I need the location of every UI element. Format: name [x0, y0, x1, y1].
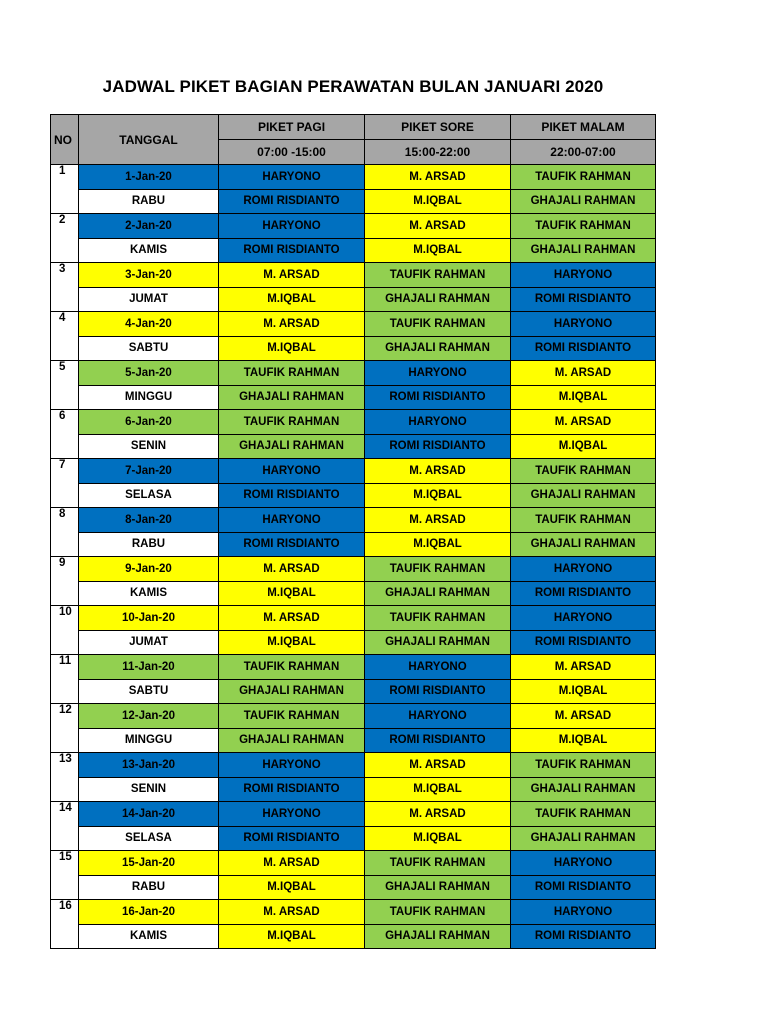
header-no: NO — [51, 115, 79, 165]
shift-malam: M.IQBAL — [511, 679, 656, 704]
shift-pagi: HARYONO — [219, 802, 365, 827]
table-row — [51, 189, 656, 214]
shift-sore: M. ARSAD — [365, 753, 511, 778]
shift-malam: TAUFIK RAHMAN — [511, 508, 656, 533]
shift-pagi: M. ARSAD — [219, 900, 365, 925]
shift-malam: ROMI RISDIANTO — [511, 630, 656, 655]
shift-pagi: M.IQBAL — [219, 581, 365, 606]
row-day: KAMIS — [79, 581, 219, 606]
page-title: JADWAL PIKET BAGIAN PERAWATAN BULAN JANUARI 2020 — [102, 77, 604, 96]
shift-sore: TAUFIK RAHMAN — [365, 900, 511, 925]
shift-malam: ROMI RISDIANTO — [511, 875, 656, 900]
table-row — [51, 802, 656, 827]
row-no: 12 — [51, 704, 79, 753]
shift-malam: TAUFIK RAHMAN — [511, 802, 656, 827]
shift-malam: TAUFIK RAHMAN — [511, 459, 656, 484]
shift-malam: M.IQBAL — [511, 728, 656, 753]
shift-pagi: HARYONO — [219, 753, 365, 778]
shift-pagi: ROMI RISDIANTO — [219, 532, 365, 557]
row-date: 14-Jan-20 — [79, 802, 219, 827]
row-date: 13-Jan-20 — [79, 753, 219, 778]
table-row — [51, 312, 656, 337]
row-no: 14 — [51, 802, 79, 851]
shift-sore: M.IQBAL — [365, 189, 511, 214]
row-date: 4-Jan-20 — [79, 312, 219, 337]
table-row — [51, 287, 656, 312]
table-row — [51, 508, 656, 533]
row-date: 16-Jan-20 — [79, 900, 219, 925]
header-piket-pagi: PIKET PAGI — [219, 115, 365, 140]
row-date: 8-Jan-20 — [79, 508, 219, 533]
shift-sore: GHAJALI RAHMAN — [365, 581, 511, 606]
table-row — [51, 728, 656, 753]
header-tanggal: TANGGAL — [79, 115, 219, 165]
shift-sore: M. ARSAD — [365, 165, 511, 190]
shift-sore: M. ARSAD — [365, 459, 511, 484]
table-row — [51, 704, 656, 729]
shift-pagi: M.IQBAL — [219, 924, 365, 949]
shift-sore: TAUFIK RAHMAN — [365, 606, 511, 631]
table-row — [51, 459, 656, 484]
shift-malam: HARYONO — [511, 606, 656, 631]
shift-pagi: M.IQBAL — [219, 630, 365, 655]
row-day: KAMIS — [79, 238, 219, 263]
table-row — [51, 385, 656, 410]
row-date: 15-Jan-20 — [79, 851, 219, 876]
header-malam-time: 22:00-07:00 — [511, 140, 656, 165]
table-row — [51, 924, 656, 949]
row-day: SENIN — [79, 434, 219, 459]
shift-sore: M.IQBAL — [365, 238, 511, 263]
shift-malam: GHAJALI RAHMAN — [511, 826, 656, 851]
shift-sore: TAUFIK RAHMAN — [365, 263, 511, 288]
row-day: SELASA — [79, 483, 219, 508]
shift-malam: HARYONO — [511, 557, 656, 582]
row-no: 10 — [51, 606, 79, 655]
shift-malam: M. ARSAD — [511, 361, 656, 386]
header-pagi-time: 07:00 -15:00 — [219, 140, 365, 165]
table-row — [51, 336, 656, 361]
table-row — [51, 630, 656, 655]
table-row — [51, 557, 656, 582]
table-row — [51, 434, 656, 459]
shift-pagi: ROMI RISDIANTO — [219, 483, 365, 508]
shift-malam: GHAJALI RAHMAN — [511, 238, 656, 263]
shift-malam: M. ARSAD — [511, 410, 656, 435]
row-no: 2 — [51, 214, 79, 263]
shift-malam: HARYONO — [511, 851, 656, 876]
shift-sore: ROMI RISDIANTO — [365, 434, 511, 459]
shift-pagi: ROMI RISDIANTO — [219, 826, 365, 851]
header-sore-time: 15:00-22:00 — [365, 140, 511, 165]
shift-pagi: M.IQBAL — [219, 336, 365, 361]
shift-malam: GHAJALI RAHMAN — [511, 189, 656, 214]
shift-malam: TAUFIK RAHMAN — [511, 165, 656, 190]
table-row — [51, 483, 656, 508]
row-no: 15 — [51, 851, 79, 900]
shift-pagi: ROMI RISDIANTO — [219, 777, 365, 802]
shift-pagi: GHAJALI RAHMAN — [219, 385, 365, 410]
table-row — [51, 532, 656, 557]
row-date: 7-Jan-20 — [79, 459, 219, 484]
row-no: 7 — [51, 459, 79, 508]
row-day: SELASA — [79, 826, 219, 851]
shift-sore: GHAJALI RAHMAN — [365, 924, 511, 949]
shift-malam: ROMI RISDIANTO — [511, 336, 656, 361]
row-day: JUMAT — [79, 630, 219, 655]
shift-malam: GHAJALI RAHMAN — [511, 777, 656, 802]
shift-sore: TAUFIK RAHMAN — [365, 557, 511, 582]
shift-sore: M. ARSAD — [365, 214, 511, 239]
row-day: RABU — [79, 532, 219, 557]
table-row — [51, 875, 656, 900]
row-day: SABTU — [79, 336, 219, 361]
shift-sore: HARYONO — [365, 704, 511, 729]
schedule-body — [51, 115, 656, 949]
shift-sore: GHAJALI RAHMAN — [365, 875, 511, 900]
table-row — [51, 826, 656, 851]
shift-malam: M.IQBAL — [511, 434, 656, 459]
shift-pagi: HARYONO — [219, 459, 365, 484]
shift-pagi: M. ARSAD — [219, 851, 365, 876]
shift-pagi: TAUFIK RAHMAN — [219, 655, 365, 680]
shift-sore: M.IQBAL — [365, 483, 511, 508]
row-date: 10-Jan-20 — [79, 606, 219, 631]
shift-malam: ROMI RISDIANTO — [511, 581, 656, 606]
shift-pagi: M. ARSAD — [219, 606, 365, 631]
shift-pagi: M. ARSAD — [219, 312, 365, 337]
shift-sore: ROMI RISDIANTO — [365, 728, 511, 753]
shift-pagi: HARYONO — [219, 508, 365, 533]
shift-sore: TAUFIK RAHMAN — [365, 312, 511, 337]
row-no: 13 — [51, 753, 79, 802]
table-row — [51, 238, 656, 263]
table-row — [51, 263, 656, 288]
shift-pagi: M. ARSAD — [219, 557, 365, 582]
shift-pagi: GHAJALI RAHMAN — [219, 679, 365, 704]
row-date: 11-Jan-20 — [79, 655, 219, 680]
row-day: SABTU — [79, 679, 219, 704]
row-date: 2-Jan-20 — [79, 214, 219, 239]
shift-pagi: GHAJALI RAHMAN — [219, 434, 365, 459]
row-no: 8 — [51, 508, 79, 557]
shift-sore: ROMI RISDIANTO — [365, 385, 511, 410]
shift-sore: M.IQBAL — [365, 826, 511, 851]
shift-sore: HARYONO — [365, 655, 511, 680]
row-no: 16 — [51, 900, 79, 949]
shift-pagi: TAUFIK RAHMAN — [219, 704, 365, 729]
shift-sore: M. ARSAD — [365, 802, 511, 827]
shift-sore: GHAJALI RAHMAN — [365, 336, 511, 361]
row-date: 6-Jan-20 — [79, 410, 219, 435]
shift-pagi: GHAJALI RAHMAN — [219, 728, 365, 753]
table-row — [51, 655, 656, 680]
row-no: 1 — [51, 165, 79, 214]
row-date: 3-Jan-20 — [79, 263, 219, 288]
row-day: RABU — [79, 189, 219, 214]
table-row — [51, 165, 656, 190]
table-row — [51, 679, 656, 704]
table-row — [51, 361, 656, 386]
shift-pagi: M.IQBAL — [219, 875, 365, 900]
shift-malam: M. ARSAD — [511, 655, 656, 680]
row-day: KAMIS — [79, 924, 219, 949]
table-row — [51, 606, 656, 631]
shift-sore: TAUFIK RAHMAN — [365, 851, 511, 876]
row-no: 6 — [51, 410, 79, 459]
shift-pagi: M.IQBAL — [219, 287, 365, 312]
shift-sore: M.IQBAL — [365, 777, 511, 802]
shift-sore: HARYONO — [365, 410, 511, 435]
row-no: 11 — [51, 655, 79, 704]
row-day: MINGGU — [79, 728, 219, 753]
row-no: 3 — [51, 263, 79, 312]
row-date: 1-Jan-20 — [79, 165, 219, 190]
shift-sore: M.IQBAL — [365, 532, 511, 557]
shift-sore: M. ARSAD — [365, 508, 511, 533]
row-day: JUMAT — [79, 287, 219, 312]
row-no: 4 — [51, 312, 79, 361]
shift-pagi: HARYONO — [219, 214, 365, 239]
header-row — [51, 115, 656, 140]
shift-malam: ROMI RISDIANTO — [511, 924, 656, 949]
shift-sore: HARYONO — [365, 361, 511, 386]
table-row — [51, 581, 656, 606]
shift-malam: GHAJALI RAHMAN — [511, 532, 656, 557]
row-day: MINGGU — [79, 385, 219, 410]
shift-malam: HARYONO — [511, 900, 656, 925]
shift-malam: M.IQBAL — [511, 385, 656, 410]
header-piket-malam: PIKET MALAM — [511, 115, 656, 140]
shift-malam: M. ARSAD — [511, 704, 656, 729]
table-row — [51, 900, 656, 925]
table-row — [51, 851, 656, 876]
table-row — [51, 214, 656, 239]
shift-sore: GHAJALI RAHMAN — [365, 630, 511, 655]
shift-malam: ROMI RISDIANTO — [511, 287, 656, 312]
row-date: 12-Jan-20 — [79, 704, 219, 729]
row-day: SENIN — [79, 777, 219, 802]
shift-sore: ROMI RISDIANTO — [365, 679, 511, 704]
shift-pagi: HARYONO — [219, 165, 365, 190]
shift-pagi: TAUFIK RAHMAN — [219, 361, 365, 386]
row-no: 9 — [51, 557, 79, 606]
schedule-table — [50, 114, 656, 949]
shift-malam: HARYONO — [511, 263, 656, 288]
table-row — [51, 777, 656, 802]
shift-pagi: TAUFIK RAHMAN — [219, 410, 365, 435]
shift-malam: GHAJALI RAHMAN — [511, 483, 656, 508]
shift-malam: HARYONO — [511, 312, 656, 337]
header-piket-sore: PIKET SORE — [365, 115, 511, 140]
shift-pagi: ROMI RISDIANTO — [219, 189, 365, 214]
row-date: 5-Jan-20 — [79, 361, 219, 386]
shift-pagi: ROMI RISDIANTO — [219, 238, 365, 263]
table-row — [51, 753, 656, 778]
row-day: RABU — [79, 875, 219, 900]
shift-pagi: M. ARSAD — [219, 263, 365, 288]
shift-sore: GHAJALI RAHMAN — [365, 287, 511, 312]
row-date: 9-Jan-20 — [79, 557, 219, 582]
row-no: 5 — [51, 361, 79, 410]
shift-malam: TAUFIK RAHMAN — [511, 753, 656, 778]
shift-malam: TAUFIK RAHMAN — [511, 214, 656, 239]
table-row — [51, 410, 656, 435]
